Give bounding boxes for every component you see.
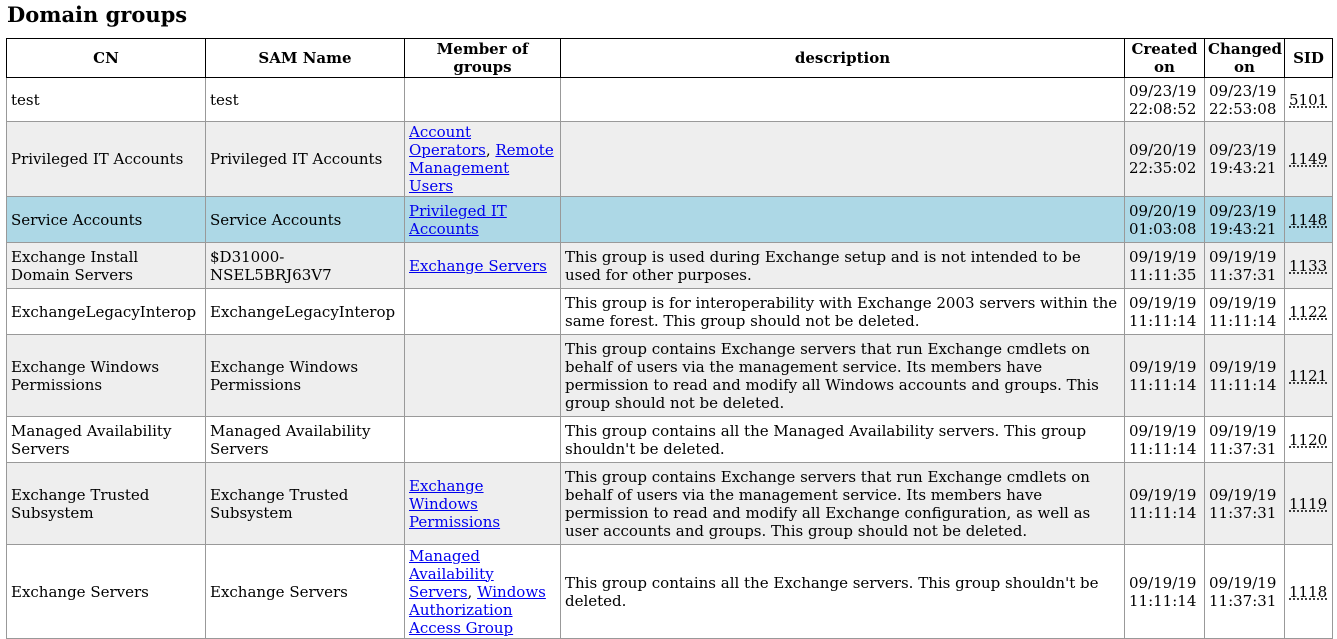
table-row [7,197,1333,243]
table-row [7,78,1333,122]
cell-sid [1285,243,1333,289]
cell-changed-on [1205,122,1285,197]
created-date: 09/20/19 [1129,141,1197,159]
created-time: 11:11:14 [1129,591,1197,610]
cell-description: This group contains all the Managed Availability servers. This group shouldn't be deleted. [561,417,1125,463]
table-row [7,417,1333,463]
created-date: 09/19/19 [1129,293,1197,312]
group-link[interactable]: Windows Authorization Access Group [409,582,546,637]
created-time: 11:11:14 [1129,375,1197,394]
cell-changed-on [1205,289,1285,335]
created-date: 09/19/19 [1129,485,1197,504]
changed-time: 19:43:21 [1209,219,1277,238]
changed-time: 22:53:08 [1209,99,1277,118]
cell-created-on [1125,78,1205,122]
created-time: 22:35:02 [1129,159,1197,177]
cell-sid [1285,122,1333,197]
cell-description: This group is used during Exchange setup and is not intended to be used for other purposes. [561,243,1125,289]
created-date: 09/19/19 [1129,573,1197,592]
column-header-member-of-groups: Member of groups [405,39,561,78]
changed-date: 09/19/19 [1209,357,1277,376]
cell-created-on [1125,335,1205,417]
cell-sid [1285,417,1333,463]
domain-groups-table [6,38,1333,639]
cell-description [561,122,1125,197]
column-header-cn: CN [7,39,206,78]
cell-cn: ExchangeLegacyInterop [7,289,206,335]
column-header-sid: SID [1285,39,1333,78]
table-row [7,545,1333,639]
cell-changed-on [1205,335,1285,417]
column-header-description: description [561,39,1125,78]
cell-sid [1285,78,1333,122]
cell-description [561,78,1125,122]
changed-time: 11:37:31 [1209,265,1277,284]
cell-member-of-groups [405,243,561,289]
column-header-created-on: Created on [1125,39,1205,78]
column-header-sam-name: SAM Name [206,39,405,78]
cell-changed-on [1205,463,1285,545]
cell-description: This group contains all the Exchange servers. This group shouldn't be deleted. [561,545,1125,639]
cell-created-on [1125,243,1205,289]
changed-time: 11:37:31 [1209,503,1277,522]
sid-value: 1149 [1289,150,1328,168]
cell-created-on [1125,463,1205,545]
cell-description: This group is for interoperability with Exchange 2003 servers within the same forest. This group should not be deleted. [561,289,1125,335]
cell-changed-on [1205,197,1285,243]
cell-changed-on [1205,78,1285,122]
cell-member-of-groups [405,78,561,122]
cell-changed-on [1205,417,1285,463]
cell-sam-name: test [206,78,405,122]
changed-date: 09/23/19 [1209,141,1277,159]
changed-time: 11:37:31 [1209,591,1277,610]
group-link[interactable]: Managed Availability Servers [409,546,494,601]
cell-cn: Exchange Windows Permissions [7,335,206,417]
table-row [7,122,1333,197]
sid-value: 1121 [1289,366,1328,385]
page-title: Domain groups [7,2,188,27]
cell-cn: Exchange Trusted Subsystem [7,463,206,545]
created-time: 11:11:14 [1129,311,1197,330]
cell-changed-on [1205,545,1285,639]
table-header-row [7,39,1333,78]
cell-cn: Service Accounts [7,197,206,243]
cell-member-of-groups [405,463,561,545]
created-time: 11:11:14 [1129,439,1197,458]
cell-sid [1285,197,1333,243]
cell-cn: Exchange Install Domain Servers [7,243,206,289]
sid-value: 1119 [1289,494,1328,513]
cell-member-of-groups [405,289,561,335]
created-date: 09/23/19 [1129,81,1197,100]
column-header-changed-on: Changed on [1205,39,1285,78]
changed-date: 09/23/19 [1209,81,1277,100]
cell-created-on [1125,289,1205,335]
cell-description [561,197,1125,243]
cell-cn: Exchange Servers [7,545,206,639]
created-time: 22:08:52 [1129,99,1197,118]
cell-sid [1285,335,1333,417]
table-row [7,335,1333,417]
changed-time: 11:37:31 [1209,439,1277,458]
table-row [7,243,1333,289]
cell-sam-name: Exchange Servers [206,545,405,639]
table-row [7,463,1333,545]
changed-time: 19:43:21 [1209,159,1277,177]
cell-member-of-groups [405,335,561,417]
created-time: 11:11:14 [1129,503,1197,522]
cell-sam-name: Exchange Trusted Subsystem [206,463,405,545]
cell-sid [1285,463,1333,545]
sid-value: 1148 [1289,210,1328,229]
group-link[interactable]: Account Operators [409,123,486,159]
sid-value: 1118 [1289,582,1328,601]
cell-cn: test [7,78,206,122]
cell-sam-name: Managed Availability Servers [206,417,405,463]
table-row [7,289,1333,335]
created-time: 01:03:08 [1129,219,1197,238]
cell-created-on [1125,417,1205,463]
cell-created-on [1125,545,1205,639]
changed-time: 11:11:14 [1209,375,1277,394]
group-link[interactable]: Exchange Servers [409,256,547,275]
cell-member-of-groups: Account Operators, Remote Management Users [405,122,561,197]
cell-member-of-groups: Managed Availability Servers, Windows Authorization Access Group [405,545,561,639]
created-date: 09/19/19 [1129,357,1197,376]
cell-sam-name: $D31000-NSEL5BRJ63V7 [206,243,405,289]
cell-member-of-groups [405,197,561,243]
cell-description: This group contains Exchange servers that run Exchange cmdlets on behalf of users via the management service. Its members have permission to read and modify all Windows accounts and groups. This group should not be deleted. [561,335,1125,417]
group-link[interactable]: Remote Management Users [409,141,554,195]
cell-sid [1285,289,1333,335]
sid-value: 1122 [1289,302,1328,321]
cell-cn: Managed Availability Servers [7,417,206,463]
cell-sam-name: Privileged IT Accounts [206,122,405,197]
cell-cn: Privileged IT Accounts [7,122,206,197]
sid-value: 1120 [1289,430,1328,449]
changed-date: 09/19/19 [1209,421,1277,440]
changed-date: 09/23/19 [1209,201,1277,220]
cell-created-on [1125,197,1205,243]
group-link[interactable]: Exchange Windows Permissions [409,476,501,531]
changed-date: 09/19/19 [1209,485,1277,504]
changed-date: 09/19/19 [1209,247,1277,266]
cell-description: This group contains Exchange servers that run Exchange cmdlets on behalf of users via the management service. Its members have permission to read and modify all Exchange configuration, as well as user accounts and groups. This group should not be deleted. [561,463,1125,545]
changed-time: 11:11:14 [1209,311,1277,330]
changed-date: 09/19/19 [1209,573,1277,592]
cell-sam-name: ExchangeLegacyInterop [206,289,405,335]
cell-member-of-groups [405,417,561,463]
group-link[interactable]: Privileged IT Accounts [409,201,507,238]
created-date: 09/20/19 [1129,201,1197,220]
cell-created-on [1125,122,1205,197]
cell-sam-name: Service Accounts [206,197,405,243]
created-date: 09/19/19 [1129,421,1197,440]
sid-value: 5101 [1289,90,1328,109]
cell-sid [1285,545,1333,639]
cell-sam-name: Exchange Windows Permissions [206,335,405,417]
created-time: 11:11:35 [1129,265,1197,284]
sid-value: 1133 [1289,256,1328,275]
created-date: 09/19/19 [1129,247,1197,266]
cell-changed-on [1205,243,1285,289]
changed-date: 09/19/19 [1209,293,1277,312]
